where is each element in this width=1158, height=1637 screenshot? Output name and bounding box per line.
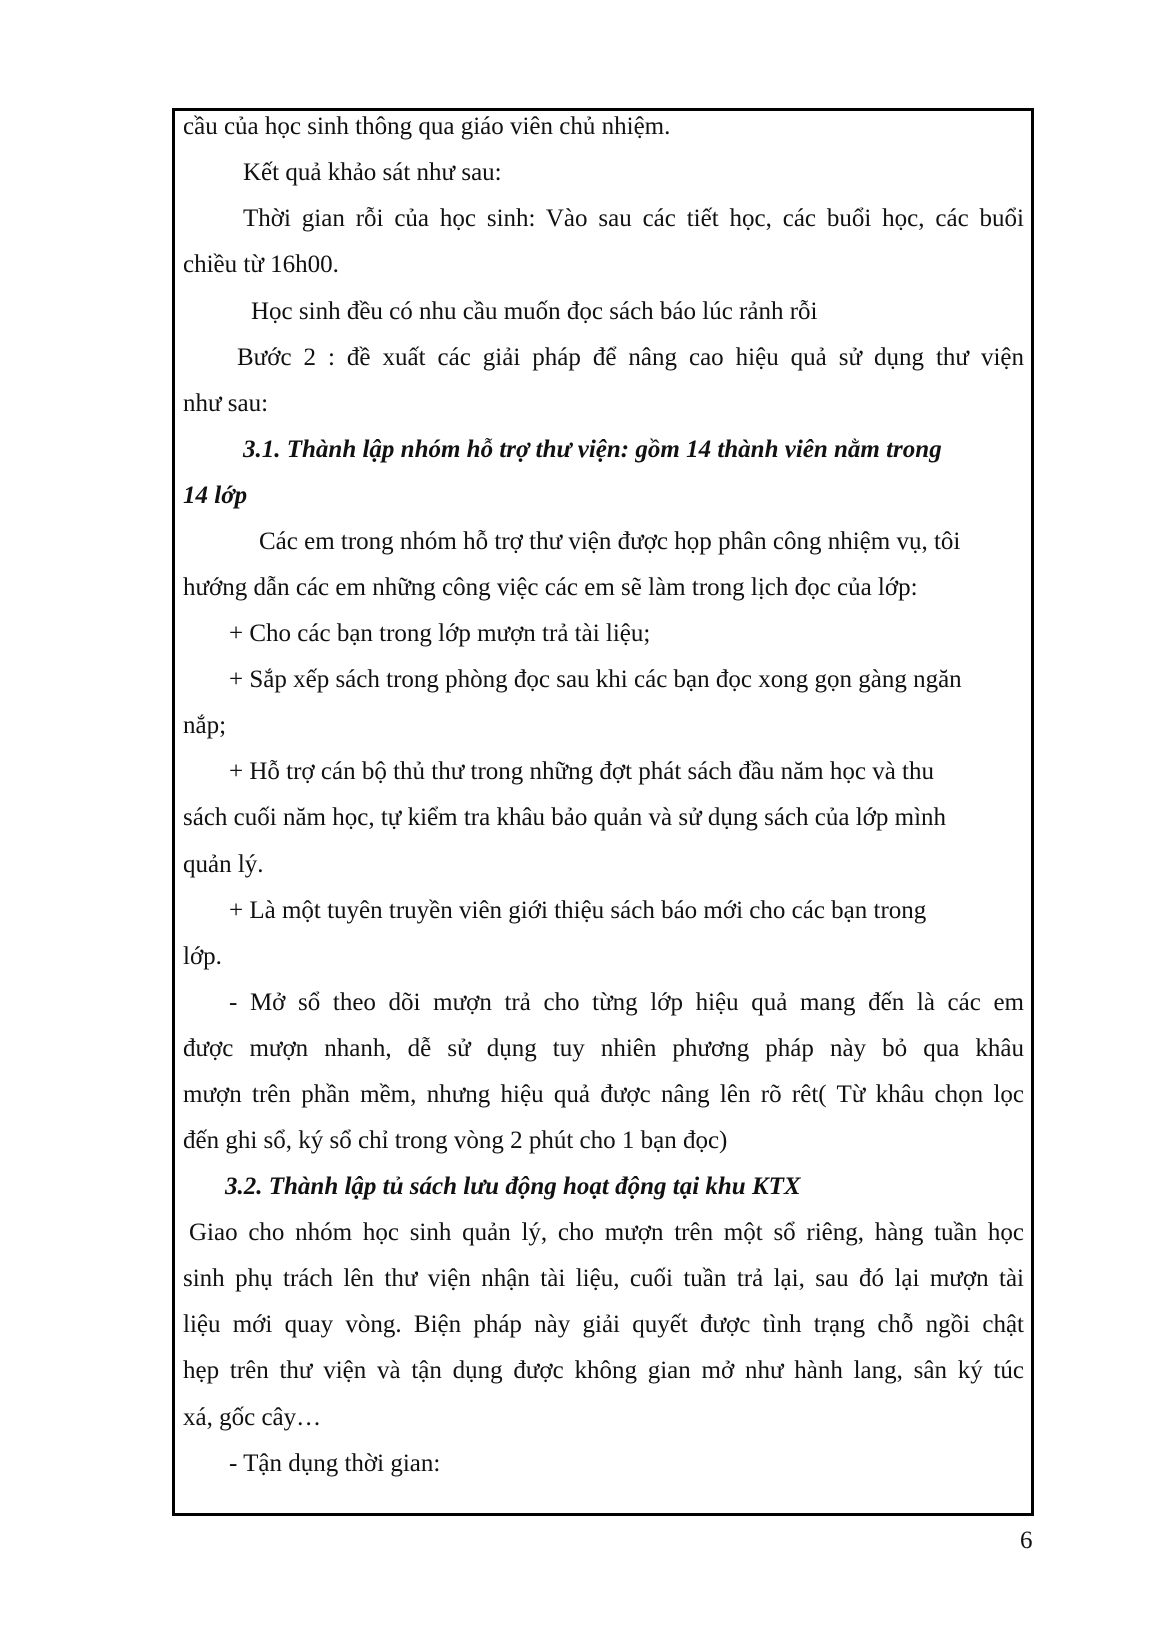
text-line: như sau: <box>183 390 269 417</box>
section-heading-3-1: 3.1. Thành lập nhóm hỗ trợ thư viện: gồm 14 thành viên nằm trong <box>243 436 942 463</box>
text-line: Thời gian rỗi của học sinh: Vào sau các tiết học, các buổi học, các buổi <box>243 205 1024 232</box>
text-line: đến ghi sổ, ký sổ chỉ trong vòng 2 phút cho 1 bạn đọc) <box>183 1127 728 1154</box>
list-item: + Sắp xếp sách trong phòng đọc sau khi các bạn đọc xong gọn gàng ngăn <box>229 666 962 693</box>
text-line: xá, gốc cây… <box>183 1404 322 1431</box>
text-line: sách cuối năm học, tự kiểm tra khâu bảo quản và sử dụng sách của lớp mình <box>183 804 947 831</box>
text-line: Giao cho nhóm học sinh quản lý, cho mượn trên một sổ riêng, hàng tuần học <box>189 1219 1024 1246</box>
list-item: + Cho các bạn trong lớp mượn trả tài liệu; <box>229 620 651 647</box>
page-number: 6 <box>1020 1527 1033 1554</box>
text-line: chiều từ 16h00. <box>183 251 339 278</box>
section-heading-3-2: 3.2. Thành lập tủ sách lưu động hoạt động tại khu KTX <box>225 1173 801 1200</box>
text-line: nắp; <box>183 712 227 739</box>
list-item: - Mở sổ theo dõi mượn trả cho từng lớp hiệu quả mang đến là các em <box>229 989 1024 1016</box>
text-line: sinh phụ trách lên thư viện nhận tài liệu, cuối tuần trả lại, sau đó lại mượn tài <box>183 1265 1024 1292</box>
text-line: Kết quả khảo sát như sau: <box>243 159 502 186</box>
text-line: Học sinh đều có nhu cầu muốn đọc sách báo lúc rảnh rỗi <box>251 298 818 325</box>
list-item: + Hỗ trợ cán bộ thủ thư trong những đợt phát sách đầu năm học và thu <box>229 758 935 785</box>
text-line: cầu của học sinh thông qua giáo viên chủ nhiệm. <box>183 113 671 140</box>
text-line: được mượn nhanh, dễ sử dụng tuy nhiên phương pháp này bỏ qua khâu <box>183 1035 1024 1062</box>
text-line: mượn trên phần mềm, nhưng hiệu quả được nâng lên rõ rêt( Từ khâu chọn lọc <box>183 1081 1024 1108</box>
list-item: - Tận dụng thời gian: <box>229 1450 441 1477</box>
text-line: lớp. <box>183 943 222 970</box>
text-line: hướng dẫn các em những công việc các em sẽ làm trong lịch đọc của lớp: <box>183 574 918 601</box>
section-heading-3-1-cont: 14 lớp <box>183 482 248 509</box>
text-line: Các em trong nhóm hỗ trợ thư viện được họp phân công nhiệm vụ, tôi <box>259 528 961 555</box>
text-line: hẹp trên thư viện và tận dụng được không gian mở như hành lang, sân ký túc <box>183 1357 1024 1384</box>
list-item: + Là một tuyên truyền viên giới thiệu sách báo mới cho các bạn trong <box>229 897 927 924</box>
text-line: quản lý. <box>183 851 264 878</box>
text-line: liệu mới quay vòng. Biện pháp này giải quyết được tình trạng chỗ ngồi chật <box>183 1311 1024 1338</box>
text-line: Bước 2 : đề xuất các giải pháp để nâng cao hiệu quả sử dụng thư viện <box>237 344 1024 371</box>
